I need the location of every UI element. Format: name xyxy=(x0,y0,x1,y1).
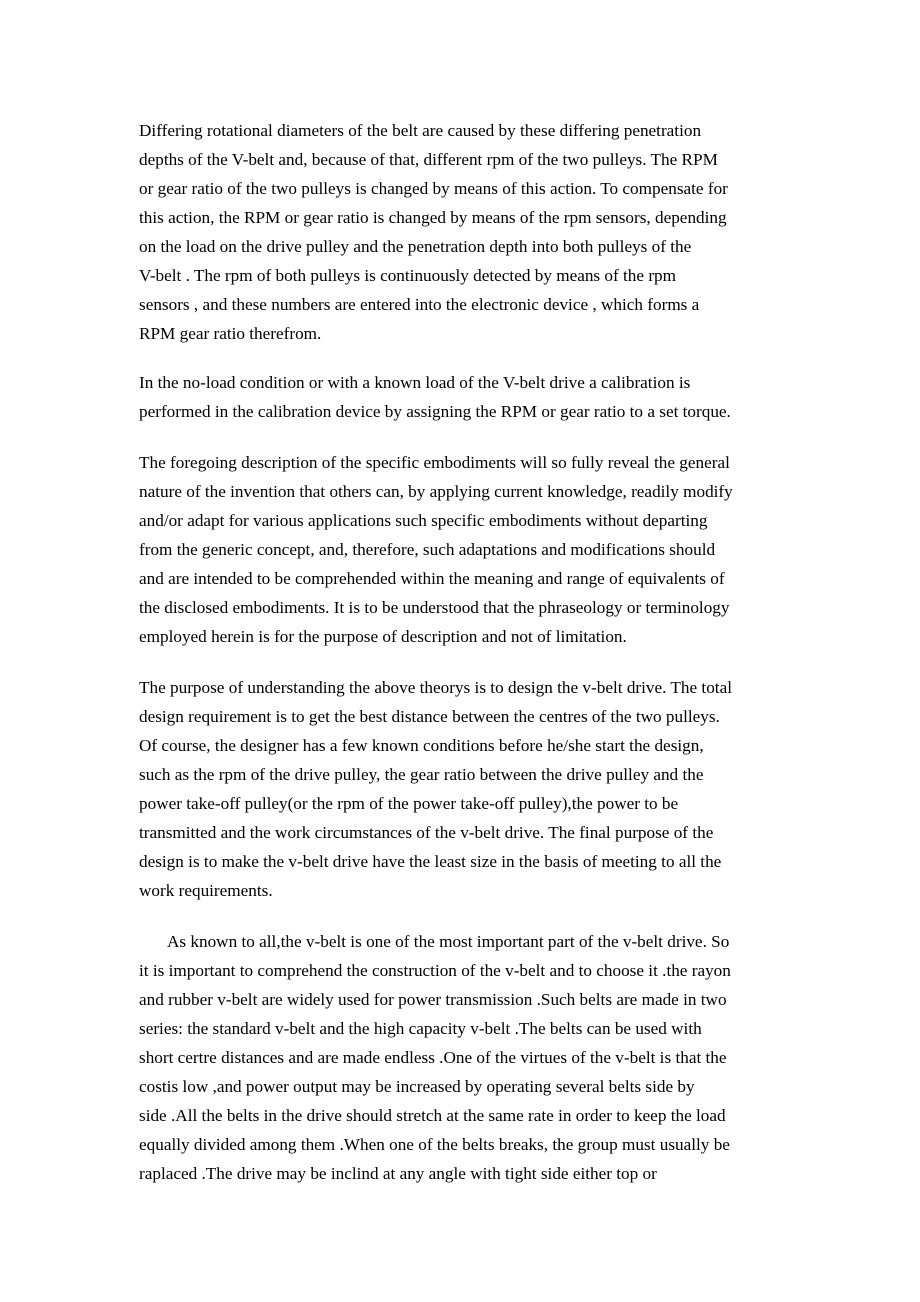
text-line: performed in the calibration device by assigning the RPM or gear ratio to a set torque. xyxy=(139,402,731,421)
text-line: The purpose of understanding the above theorys is to design the v-belt drive. The total xyxy=(139,678,732,697)
text-line: and are intended to be comprehended within the meaning and range of equivalents of xyxy=(139,569,725,588)
text-line: on the load on the drive pulley and the penetration depth into both pulleys of the xyxy=(139,237,692,256)
text-line: Of course, the designer has a few known conditions before he/she start the design, xyxy=(139,736,704,755)
text-line: nature of the invention that others can, by applying current knowledge, readily modify xyxy=(139,482,733,501)
text-line: design is to make the v-belt drive have the least size in the basis of meeting to all the xyxy=(139,852,722,871)
text-line: this action, the RPM or gear ratio is changed by means of the rpm sensors, depending xyxy=(139,208,727,227)
text-line: As known to all,the v-belt is one of the most important part of the v-belt drive. So xyxy=(167,932,730,951)
text-line: transmitted and the work circumstances of the v-belt drive. The final purpose of the xyxy=(139,823,714,842)
text-line: Differing rotational diameters of the belt are caused by these differing penetration xyxy=(139,121,702,140)
text-line: raplaced .The drive may be inclind at any angle with tight side either top or xyxy=(139,1164,657,1183)
text-line: short certre distances and are made endless .One of the virtues of the v-belt is that the xyxy=(139,1048,727,1067)
text-line: V-belt . The rpm of both pulleys is continuously detected by means of the rpm xyxy=(139,266,677,285)
text-line: such as the rpm of the drive pulley, the gear ratio between the drive pulley and the xyxy=(139,765,704,784)
text-line: depths of the V-belt and, because of that, different rpm of the two pulleys. The RPM xyxy=(139,150,718,169)
text-line: series: the standard v-belt and the high capacity v-belt .The belts can be used with xyxy=(139,1019,702,1038)
text-line: The foregoing description of the specific embodiments will so fully reveal the general xyxy=(139,453,730,472)
text-line: side .All the belts in the drive should stretch at the same rate in order to keep the load xyxy=(139,1106,726,1125)
text-line: equally divided among them .When one of the belts breaks, the group must usually be xyxy=(139,1135,730,1154)
text-line: from the generic concept, and, therefore, such adaptations and modifications should xyxy=(139,540,716,559)
text-line: or gear ratio of the two pulleys is changed by means of this action. To compensate for xyxy=(139,179,728,198)
text-line: design requirement is to get the best distance between the centres of the two pulleys. xyxy=(139,707,720,726)
text-line: In the no-load condition or with a known load of the V-belt drive a calibration is xyxy=(139,373,691,392)
text-line: costis low ,and power output may be increased by operating several belts side by xyxy=(139,1077,695,1096)
text-line: and rubber v-belt are widely used for power transmission .Such belts are made in two xyxy=(139,990,727,1009)
text-line: sensors , and these numbers are entered into the electronic device , which forms a xyxy=(139,295,700,314)
text-line: work requirements. xyxy=(139,881,273,900)
text-line: employed herein is for the purpose of description and not of limitation. xyxy=(139,627,627,646)
text-line: power take-off pulley(or the rpm of the power take-off pulley),the power to be xyxy=(139,794,679,813)
text-line: the disclosed embodiments. It is to be understood that the phraseology or terminology xyxy=(139,598,730,617)
text-line: it is important to comprehend the construction of the v-belt and to choose it .the rayon xyxy=(139,961,731,980)
text-line: and/or adapt for various applications such specific embodiments without departing xyxy=(139,511,708,530)
text-line: RPM gear ratio therefrom. xyxy=(139,324,322,343)
